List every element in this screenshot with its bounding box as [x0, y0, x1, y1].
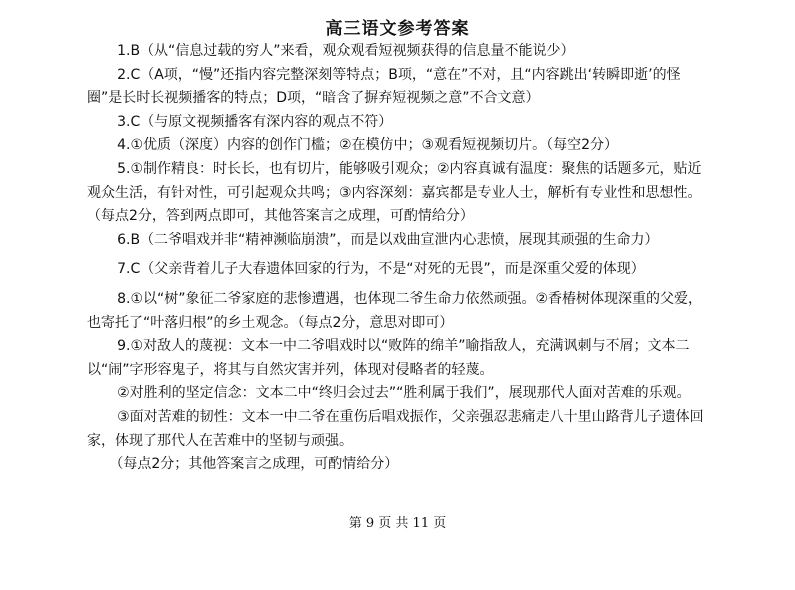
answer-9-point-2: ②对胜利的坚定信念：文本二中“终归会过去”“胜利属于我们”，展现那代人面对苦难的乐观。	[117, 385, 691, 402]
answer-3: 3.C（与原文视频播客有深内容的观点不符）	[117, 113, 393, 130]
page-title: 高三语文参考答案	[325, 19, 470, 39]
page-number: 第 9 页 共 11 页	[348, 516, 447, 531]
answer-6: 6.B（二爷唱戏并非“精神濒临崩溃”，而是以戏曲宣泄内心悲愤，展现其顽强的生命力）	[117, 231, 659, 248]
answer-7: 7.C（父亲背着儿子大春遗体回家的行为，不是“对死的无畏”，而是深重父爱的体现）	[117, 261, 645, 278]
answer-5: 5.①制作精良：时长长，也有切片，能够吸引观众；②内容真诚有温度：聚焦的话题多元，贴近观众生活，有针对性，可引起观众共鸣；③内容深刻：嘉宾都是专业人士，解析有专业性和思想性。（每点2分，答到两点即可，其他答案言之成理，可酌情给分）	[87, 160, 702, 225]
scoring-note: （每点2分；其他答案言之成理，可酌情给分）	[109, 456, 399, 473]
answer-1: 1.B（从“信息过载的穷人”来看，观众观看短视频获得的信息量不能说少）	[117, 43, 575, 59]
answer-9-point-1: 9.①对敌人的蔑视：文本一中二爷唱戏时以“败阵的绵羊”喻指敌人，充满讽刺与不屑；文本二以“闹”字形容鬼子，将其与自然灾害并列，体现对侵略者的轻蔑。	[87, 338, 690, 378]
answer-8: 8.①以“树”象征二爷家庭的悲惨遭遇，也体现二爷生命力依然顽强。②香椿树体现深重的父爱，也寄托了“叶落归根”的乡土观念。（每点2分，意思对即可）	[87, 290, 703, 331]
answer-content	[87, 40, 707, 477]
answer-9-point-3: ③面对苦难的韧性：文本一中二爷在重伤后唱戏振作，父亲强忍悲痛走八十里山路背儿子遗体回家，体现了那代人在苦难中的坚韧与顽强。	[87, 408, 704, 449]
answer-2: 2.C（A项，“慢”还指内容完整深刻等特点；B项，“意在”不对，且“内容跳出‘转瞬即逝’的怪圈”是长时长视频播客的特点；D项，“暗含了摒弃短视频之意”不合文意）	[87, 66, 681, 107]
answer-4: 4.①优质（深度）内容的创作门槛；②在模仿中；③观看短视频切片。（每空2分）	[117, 137, 619, 154]
